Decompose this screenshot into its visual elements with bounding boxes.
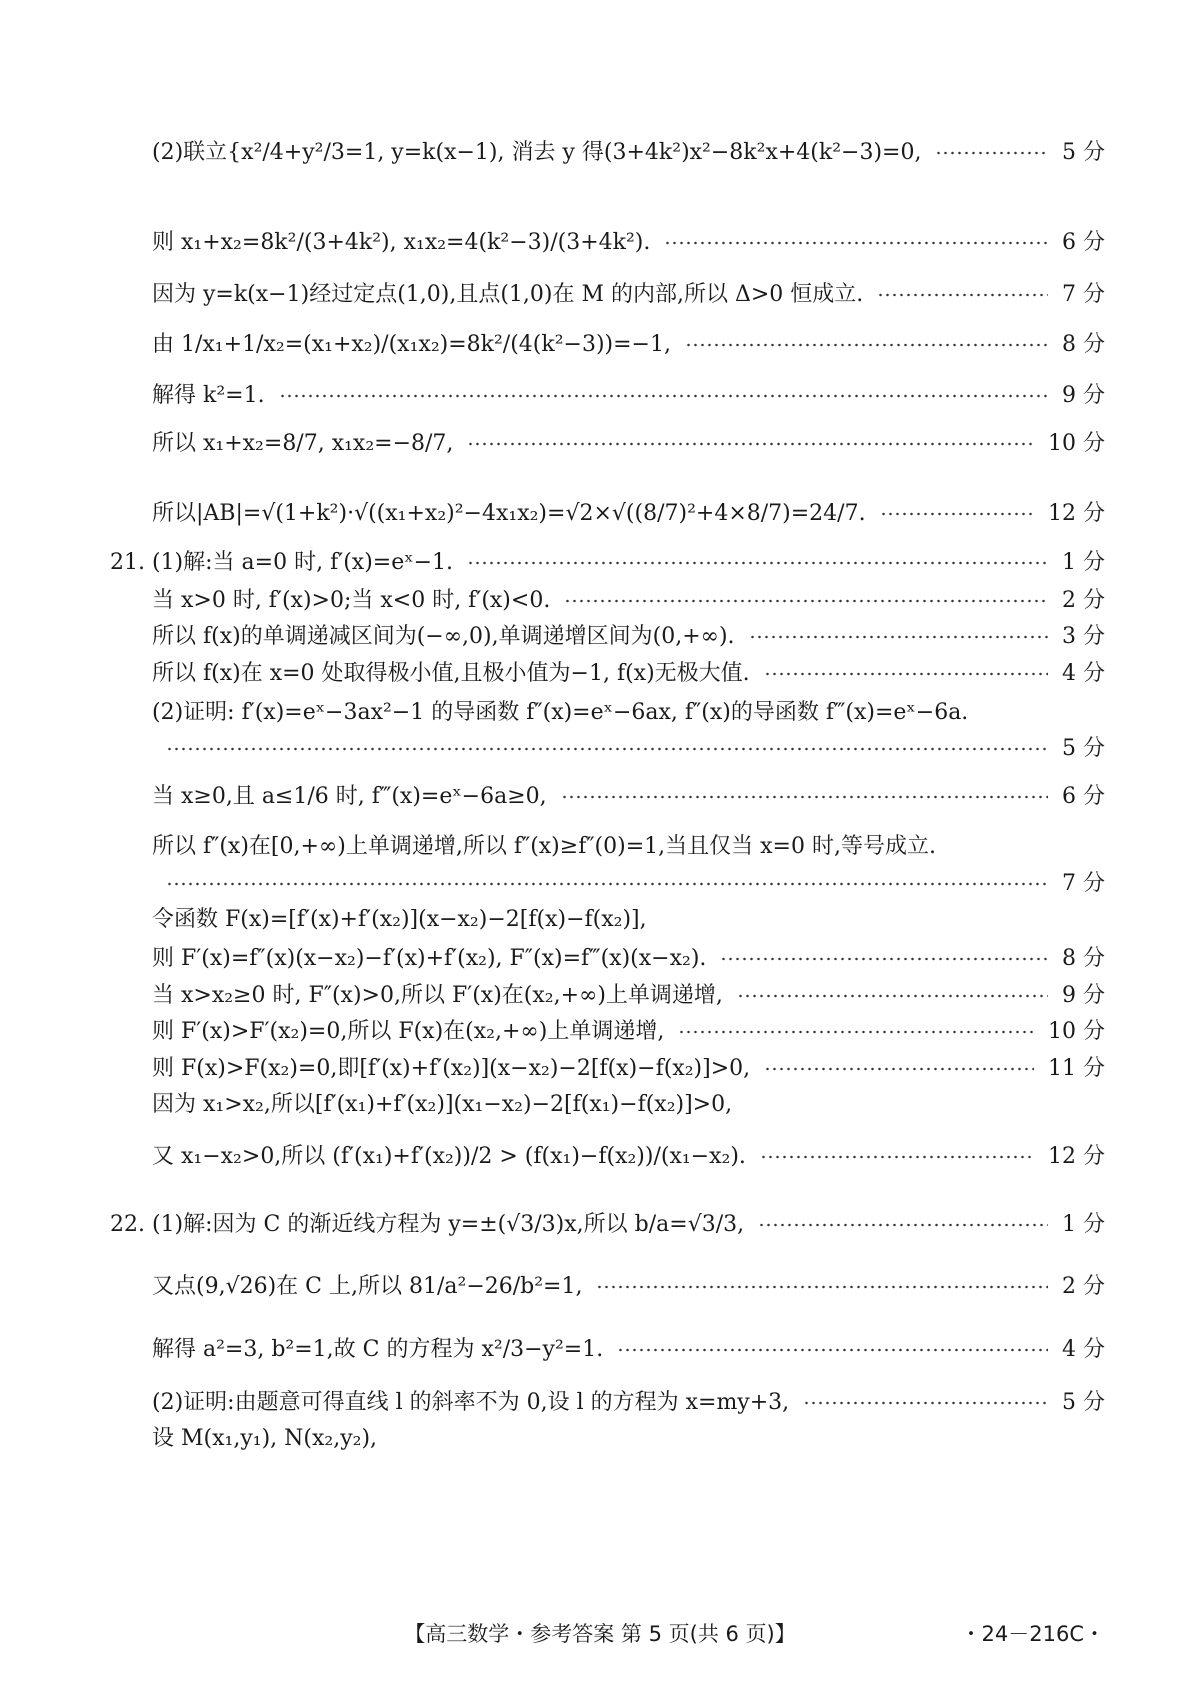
answer-line (110, 548, 1105, 578)
answer-line (152, 138, 1105, 168)
dot-leader (596, 1285, 1048, 1289)
score-label: 6 分 (1062, 784, 1105, 809)
answer-line (152, 659, 1105, 689)
answer-line (110, 1210, 1105, 1240)
dot-leader (764, 1067, 1034, 1071)
dot-leader (678, 1030, 1034, 1034)
line-text: 当 x≥0,且 a≤1/6 时, f‴(x)=eˣ−6a≥0, (152, 784, 547, 809)
score-label: 10 分 (1048, 1019, 1105, 1044)
answer-line (152, 981, 1105, 1011)
answer-line (152, 1017, 1105, 1047)
answer-line (152, 499, 1105, 529)
line-text: 则 F(x)>F(x₂)=0,即[f′(x)+f′(x₂)](x−x₂)−2[f(x)−f(x₂)]>0, (152, 1056, 751, 1081)
footer-code: ・24－216C・ (960, 1622, 1105, 1646)
answer-line (152, 782, 1105, 812)
dot-leader (877, 293, 1048, 297)
answer-line (152, 944, 1105, 974)
line-text: 由 1/x₁+1/x₂=(x₁+x₂)/(x₁x₂)=8k²/(4(k²−3))=−1, (152, 332, 671, 357)
score-label: 9 分 (1062, 983, 1105, 1008)
dot-leader (880, 512, 1034, 516)
line-text: 所以 x₁+x₂=8/7, x₁x₂=−8/7, (152, 431, 454, 456)
line-text: 又点(9,√26)在 C 上,所以 81/a²−26/b²=1, (152, 1274, 583, 1299)
dot-leader (685, 343, 1048, 347)
line-text: 设 M(x₁,y₁), N(x₂,y₂), (152, 1426, 378, 1451)
answer-line (152, 869, 1105, 899)
answer-line (152, 698, 1105, 728)
line-text: 当 x>0 时, f′(x)>0;当 x<0 时, f′(x)<0. (152, 588, 551, 613)
answer-line (152, 1335, 1105, 1365)
dot-leader (166, 747, 1048, 751)
score-label: 8 分 (1062, 946, 1105, 971)
dot-leader (760, 1155, 1034, 1159)
footer-title: 【高三数学・参考答案 第 5 页(共 6 页)】 (404, 1622, 796, 1646)
answer-line (152, 228, 1105, 258)
dot-leader (749, 635, 1048, 639)
score-label: 7 分 (1062, 282, 1105, 307)
answer-line (152, 381, 1105, 411)
dot-leader (935, 151, 1048, 155)
score-label: 10 分 (1048, 431, 1105, 456)
answer-line (152, 905, 1105, 935)
score-label: 12 分 (1048, 501, 1105, 526)
answer-line (152, 1424, 1105, 1454)
answer-line (152, 429, 1105, 459)
score-label: 8 分 (1062, 332, 1105, 357)
score-label: 3 分 (1062, 624, 1105, 649)
answer-line (152, 330, 1105, 360)
score-label: 2 分 (1062, 588, 1105, 613)
answer-line (152, 586, 1105, 616)
score-label: 2 分 (1062, 1274, 1105, 1299)
line-text: 则 F′(x)>F′(x₂)=0,所以 F(x)在(x₂,+∞)上单调递增, (152, 1019, 665, 1044)
line-text: 解得 k²=1. (152, 383, 265, 408)
line-text: 则 x₁+x₂=8k²/(3+4k²), x₁x₂=4(k²−3)/(3+4k²). (152, 230, 651, 255)
score-label: 1 分 (1062, 1212, 1105, 1237)
line-text: (2)证明:由题意可得直线 l 的斜率不为 0,设 l 的方程为 x=my+3, (152, 1390, 790, 1415)
line-text: 21. (1)解:当 a=0 时, f′(x)=eˣ−1. (110, 550, 453, 575)
answer-line (152, 832, 1105, 862)
dot-leader (467, 561, 1048, 565)
line-text: 所以 f″(x)在[0,+∞)上单调递增,所以 f″(x)≥f″(0)=1,当且仅当 x=0 时,等号成立. (152, 834, 936, 859)
line-text: (2)联立{x²/4+y²/3=1, y=k(x−1), 消去 y 得(3+4k²)x²−8k²x+4(k²−3)=0, (152, 140, 922, 165)
line-text: 解得 a²=3, b²=1,故 C 的方程为 x²/3−y²=1. (152, 1337, 604, 1362)
dot-leader (166, 882, 1048, 886)
score-label: 4 分 (1062, 661, 1105, 686)
answer-line (152, 1054, 1105, 1084)
answer-line (152, 734, 1105, 764)
answer-line (152, 1142, 1105, 1172)
score-label: 1 分 (1062, 550, 1105, 575)
score-label: 9 分 (1062, 383, 1105, 408)
dot-leader (764, 672, 1048, 676)
line-text: 所以 f(x)的单调递减区间为(−∞,0),单调递增区间为(0,+∞). (152, 624, 735, 649)
line-text: 当 x>x₂≥0 时, F″(x)>0,所以 F′(x)在(x₂,+∞)上单调递增, (152, 983, 723, 1008)
line-text: 则 F′(x)=f″(x)(x−x₂)−f′(x)+f′(x₂), F″(x)=f‴(x)(x−x₂). (152, 946, 707, 971)
score-label: 7 分 (1062, 871, 1105, 896)
line-text: (2)证明: f′(x)=eˣ−3ax²−1 的导函数 f″(x)=eˣ−6ax, f″(x)的导函数 f‴(x)=eˣ−6a. (152, 700, 969, 725)
line-text: 因为 x₁>x₂,所以[f′(x₁)+f′(x₂)](x₁−x₂)−2[f(x₁)−f(x₂)]>0, (152, 1092, 733, 1117)
answer-line (152, 1272, 1105, 1302)
dot-leader (720, 957, 1048, 961)
answer-line (152, 1090, 1105, 1120)
page-footer (0, 1618, 1200, 1648)
line-text: 22. (1)解:因为 C 的渐近线方程为 y=±(√3/3)x,所以 b/a=√3/3, (110, 1212, 745, 1237)
dot-leader (803, 1401, 1048, 1405)
answer-line (152, 1388, 1105, 1418)
score-label: 11 分 (1048, 1056, 1105, 1081)
score-label: 4 分 (1062, 1337, 1105, 1362)
line-text: 因为 y=k(x−1)经过定点(1,0),且点(1,0)在 M 的内部,所以 Δ>0 恒成立. (152, 282, 864, 307)
line-text: 令函数 F(x)=[f′(x)+f′(x₂)](x−x₂)−2[f(x)−f(x₂)], (152, 907, 647, 932)
answer-line (152, 622, 1105, 652)
dot-leader (564, 599, 1048, 603)
dot-leader (561, 795, 1048, 799)
dot-leader (467, 442, 1034, 446)
dot-leader (758, 1223, 1048, 1227)
score-label: 12 分 (1048, 1144, 1105, 1169)
dot-leader (737, 994, 1048, 998)
line-text: 又 x₁−x₂>0,所以 (f′(x₁)+f′(x₂))/2 > (f(x₁)−f(x₂))/(x₁−x₂). (152, 1144, 746, 1169)
dot-leader (617, 1348, 1048, 1352)
score-label: 5 分 (1062, 736, 1105, 761)
score-label: 5 分 (1062, 140, 1105, 165)
dot-leader (664, 241, 1048, 245)
line-text: 所以|AB|=√(1+k²)·√((x₁+x₂)²−4x₁x₂)=√2×√((8/7)²+4×8/7)=24/7. (152, 501, 866, 526)
dot-leader (279, 394, 1048, 398)
score-label: 6 分 (1062, 230, 1105, 255)
answer-line (152, 280, 1105, 310)
score-label: 5 分 (1062, 1390, 1105, 1415)
line-text: 所以 f(x)在 x=0 处取得极小值,且极小值为−1, f(x)无极大值. (152, 661, 750, 686)
